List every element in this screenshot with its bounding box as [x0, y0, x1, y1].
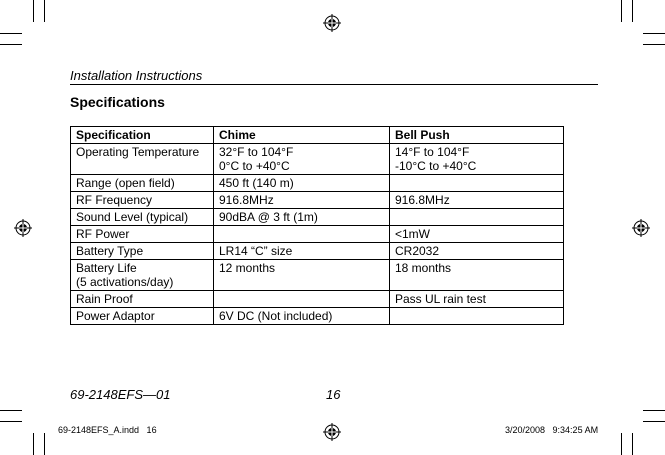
table-cell: Battery Life (5 activations/day)	[71, 260, 214, 291]
document-number: 69-2148EFS—01	[70, 387, 171, 402]
table-cell: 916.8MHz	[390, 192, 564, 209]
table-cell: 12 months	[214, 260, 390, 291]
crop-mark-br-h	[643, 410, 665, 411]
crop-mark-br-v2	[632, 433, 633, 455]
slug-file-name: 69-2148EFS_A.indd 16	[58, 425, 157, 435]
table-cell	[390, 308, 564, 325]
table-row	[71, 209, 564, 226]
crop-mark-tr-v2	[632, 0, 633, 22]
table-header-row	[71, 127, 564, 144]
running-header: Installation Instructions	[70, 68, 203, 83]
crop-mark-tr-v	[621, 0, 622, 22]
header-rule	[70, 84, 598, 85]
table-cell	[214, 226, 390, 243]
table-cell: Battery Type	[71, 243, 214, 260]
table-row	[71, 144, 564, 175]
table-cell: 18 months	[390, 260, 564, 291]
table-row	[71, 192, 564, 209]
section-title: Specifications	[70, 94, 165, 110]
table-cell	[390, 175, 564, 192]
table-row	[71, 243, 564, 260]
table-cell: 32°F to 104°F 0°C to +40°C	[214, 144, 390, 175]
crop-mark-tl-h	[0, 33, 22, 34]
registration-mark-right	[632, 219, 650, 237]
table-cell: Rain Proof	[71, 291, 214, 308]
crop-mark-bl-h2	[0, 421, 22, 422]
column-header-bell-push: Bell Push	[390, 127, 564, 144]
crop-mark-tl-v	[33, 0, 34, 22]
table-cell: 6V DC (Not included)	[214, 308, 390, 325]
table-cell: Sound Level (typical)	[71, 209, 214, 226]
table-row	[71, 175, 564, 192]
specifications-table	[70, 126, 564, 325]
crop-mark-tl-h2	[0, 44, 22, 45]
table-cell: Power Adaptor	[71, 308, 214, 325]
table-cell: 90dBA @ 3 ft (1m)	[214, 209, 390, 226]
registration-mark-left	[14, 219, 32, 237]
table-cell: Range (open field)	[71, 175, 214, 192]
crop-mark-br-v	[621, 433, 622, 455]
table-cell: 916.8MHz	[214, 192, 390, 209]
table-cell: 450 ft (140 m)	[214, 175, 390, 192]
crop-mark-tl-v2	[44, 0, 45, 22]
table-row	[71, 291, 564, 308]
table-cell: CR2032	[390, 243, 564, 260]
column-header-chime: Chime	[214, 127, 390, 144]
table-cell: Pass UL rain test	[390, 291, 564, 308]
table-row	[71, 260, 564, 291]
table-cell: Operating Temperature	[71, 144, 214, 175]
crop-mark-bl-h	[0, 410, 22, 411]
crop-mark-bl-v	[33, 433, 34, 455]
table-cell: RF Frequency	[71, 192, 214, 209]
column-header-specification: Specification	[71, 127, 214, 144]
crop-mark-tr-h2	[643, 44, 665, 45]
table-cell	[214, 291, 390, 308]
registration-mark-top	[323, 14, 341, 32]
table-cell: <1mW	[390, 226, 564, 243]
table-row	[71, 308, 564, 325]
crop-mark-br-h2	[643, 421, 665, 422]
table-row	[71, 226, 564, 243]
page-number: 16	[326, 387, 341, 402]
registration-mark-bottom	[323, 423, 341, 441]
crop-mark-tr-h	[643, 33, 665, 34]
table-cell: LR14 “C” size	[214, 243, 390, 260]
crop-mark-bl-v2	[44, 433, 45, 455]
slug-datetime: 3/20/2008 9:34:25 AM	[505, 425, 599, 435]
table-cell: RF Power	[71, 226, 214, 243]
table-cell	[390, 209, 564, 226]
table-cell: 14°F to 104°F -10°C to +40°C	[390, 144, 564, 175]
